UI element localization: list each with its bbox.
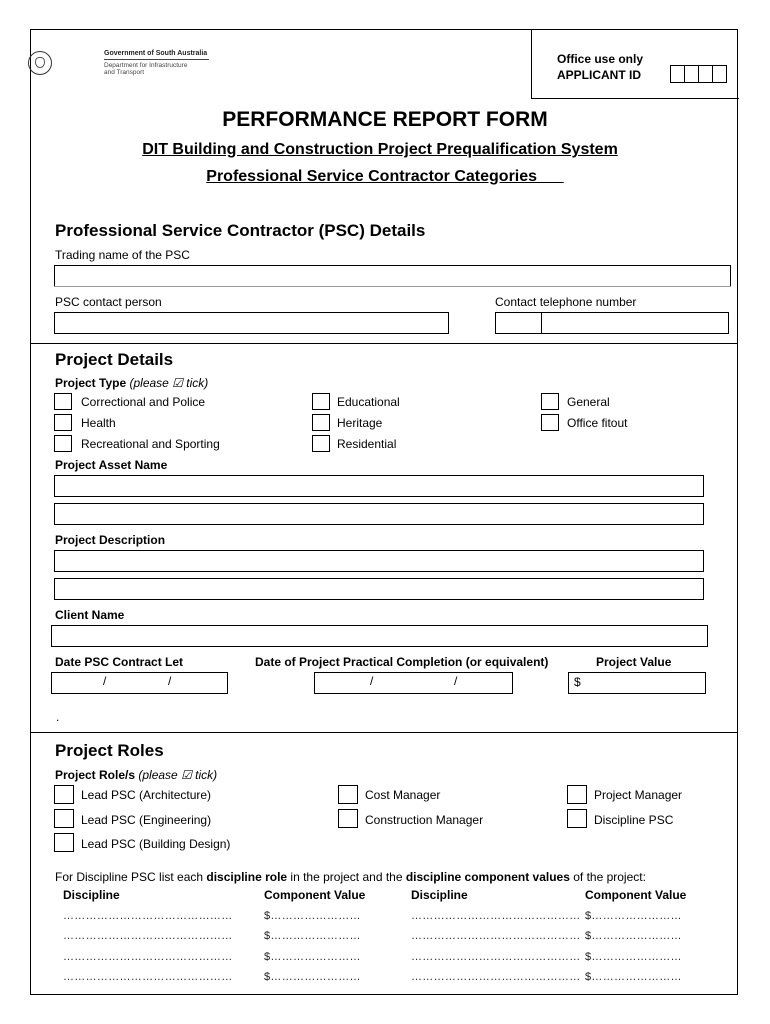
checkbox-lead-architecture[interactable] — [54, 785, 74, 804]
discipline-entry[interactable]: ……………………………………… — [63, 971, 233, 983]
checkbox-health[interactable] — [54, 414, 72, 431]
applicant-id-cell[interactable] — [670, 65, 685, 83]
checkbox-project-manager[interactable] — [567, 785, 587, 804]
value-entry[interactable]: $…………………… — [585, 971, 682, 983]
project-type-label — [55, 376, 208, 390]
discipline-entry[interactable]: ……………………………………… — [411, 930, 581, 942]
telephone-label: Contact telephone number — [495, 295, 637, 309]
col-discipline-header: Discipline — [63, 888, 120, 902]
project-type-option: Residential — [337, 437, 397, 451]
date-separator: / — [370, 674, 374, 688]
project-roles-hint: (please ☑ tick) — [138, 768, 218, 782]
role-option: Lead PSC (Building Design) — [81, 837, 231, 851]
project-type-option: Heritage — [337, 416, 383, 430]
value-entry[interactable]: $…………………… — [585, 951, 682, 963]
completion-date-label: Date of Project Practical Completion (or equivalent) — [255, 655, 549, 669]
form-category: Professional Service Contractor Categories — [206, 168, 564, 185]
instr-bold: discipline component values — [405, 870, 570, 884]
department-line-1: Department for Infrastructure — [104, 62, 188, 69]
value-entry[interactable]: $…………………… — [264, 971, 361, 983]
form-title: PERFORMANCE REPORT FORM — [222, 108, 548, 131]
government-name: Government of South Australia — [104, 50, 208, 57]
project-roles-heading: Project Roles — [55, 741, 164, 760]
checkbox-educational[interactable] — [312, 393, 330, 410]
checkbox-recreational[interactable] — [54, 435, 72, 452]
checkbox-discipline-psc[interactable] — [567, 809, 587, 828]
applicant-id-cell[interactable] — [712, 65, 727, 83]
checkbox-residential[interactable] — [312, 435, 330, 452]
logo-divider — [104, 59, 209, 60]
project-type-option: Office fitout — [567, 416, 628, 430]
instr-part: of the project: — [569, 870, 646, 884]
date-let-label: Date PSC Contract Let — [55, 655, 184, 669]
value-entry[interactable]: $…………………… — [264, 910, 361, 922]
asset-name-field-1[interactable] — [54, 475, 704, 497]
project-type-text: Project Type — [55, 376, 127, 390]
checkbox-general[interactable] — [541, 393, 559, 410]
dash-line — [54, 286, 731, 287]
currency-symbol: $ — [574, 675, 581, 689]
department-line-2: and Transport — [104, 69, 145, 76]
trading-name-label: Trading name of the PSC — [55, 248, 190, 262]
department-name — [104, 62, 224, 76]
psc-details-heading: Professional Service Contractor (PSC) Details — [55, 221, 426, 240]
project-value-label: Project Value — [596, 655, 672, 669]
checkbox-construction-manager[interactable] — [338, 809, 358, 828]
value-entry[interactable]: $…………………… — [585, 930, 682, 942]
instr-part: in the project and the — [287, 870, 406, 884]
project-value-field[interactable] — [568, 672, 706, 694]
project-type-option: Recreational and Sporting — [81, 437, 220, 451]
trading-name-field[interactable] — [54, 265, 731, 287]
value-entry[interactable]: $…………………… — [264, 951, 361, 963]
project-roles-text: Project Role/s — [55, 768, 136, 782]
description-field-2[interactable] — [54, 578, 704, 600]
applicant-id-cell[interactable] — [684, 65, 699, 83]
checkbox-correctional[interactable] — [54, 393, 72, 410]
project-type-option: Educational — [337, 395, 400, 409]
applicant-id-label: APPLICANT ID — [557, 68, 641, 82]
checkbox-cost-manager[interactable] — [338, 785, 358, 804]
telephone-field[interactable] — [495, 312, 729, 334]
section-divider — [30, 343, 738, 344]
instr-part: For Discipline PSC list each — [55, 870, 207, 884]
discipline-entry[interactable]: ……………………………………… — [411, 951, 581, 963]
asset-name-field-2[interactable] — [54, 503, 704, 525]
section-divider — [30, 732, 738, 733]
discipline-instruction — [55, 870, 646, 884]
project-details-heading: Project Details — [55, 350, 174, 369]
contact-person-field[interactable] — [54, 312, 449, 334]
stray-mark: . — [56, 710, 60, 724]
role-option: Discipline PSC — [594, 813, 674, 827]
project-type-option: Correctional and Police — [81, 395, 206, 409]
date-separator: / — [168, 674, 172, 688]
asset-name-label: Project Asset Name — [55, 458, 168, 472]
applicant-id-cell[interactable] — [698, 65, 713, 83]
form-subtitle: DIT Building and Construction Project Prequalification System — [142, 141, 618, 158]
col-value-header: Component Value — [585, 888, 687, 902]
client-name-label: Client Name — [55, 608, 125, 622]
role-option: Project Manager — [594, 788, 683, 802]
checkbox-lead-building-design[interactable] — [54, 833, 74, 852]
role-option: Lead PSC (Engineering) — [81, 813, 212, 827]
contact-person-label: PSC contact person — [55, 295, 162, 309]
role-option: Cost Manager — [365, 788, 441, 802]
date-separator: / — [454, 674, 458, 688]
discipline-entry[interactable]: ……………………………………… — [63, 910, 233, 922]
project-roles-label — [55, 768, 217, 782]
checkbox-heritage[interactable] — [312, 414, 330, 431]
instr-bold: discipline role — [206, 870, 288, 884]
col-value-header: Component Value — [264, 888, 366, 902]
client-name-field[interactable] — [51, 625, 708, 647]
role-option: Construction Manager — [365, 813, 484, 827]
value-entry[interactable]: $…………………… — [264, 930, 361, 942]
discipline-entry[interactable]: ……………………………………… — [63, 930, 233, 942]
project-type-option: Health — [81, 416, 116, 430]
telephone-area-divider — [541, 312, 542, 334]
completion-date-field[interactable] — [314, 672, 513, 694]
value-entry[interactable]: $…………………… — [585, 910, 682, 922]
office-use-label: Office use only — [557, 52, 644, 66]
checkbox-lead-engineering[interactable] — [54, 809, 74, 828]
checkbox-office-fitout[interactable] — [541, 414, 559, 431]
description-field-1[interactable] — [54, 550, 704, 572]
project-type-option: General — [567, 395, 610, 409]
role-option: Lead PSC (Architecture) — [81, 788, 212, 802]
col-discipline-header: Discipline — [411, 888, 468, 902]
discipline-entry[interactable]: ……………………………………… — [411, 971, 581, 983]
description-label: Project Description — [55, 533, 166, 547]
discipline-entry[interactable]: ……………………………………… — [63, 951, 233, 963]
project-type-hint: (please ☑ tick) — [129, 376, 209, 390]
date-let-field[interactable] — [51, 672, 228, 694]
government-crest-icon — [28, 51, 52, 75]
date-separator: / — [103, 674, 107, 688]
discipline-entry[interactable]: ……………………………………… — [411, 910, 581, 922]
